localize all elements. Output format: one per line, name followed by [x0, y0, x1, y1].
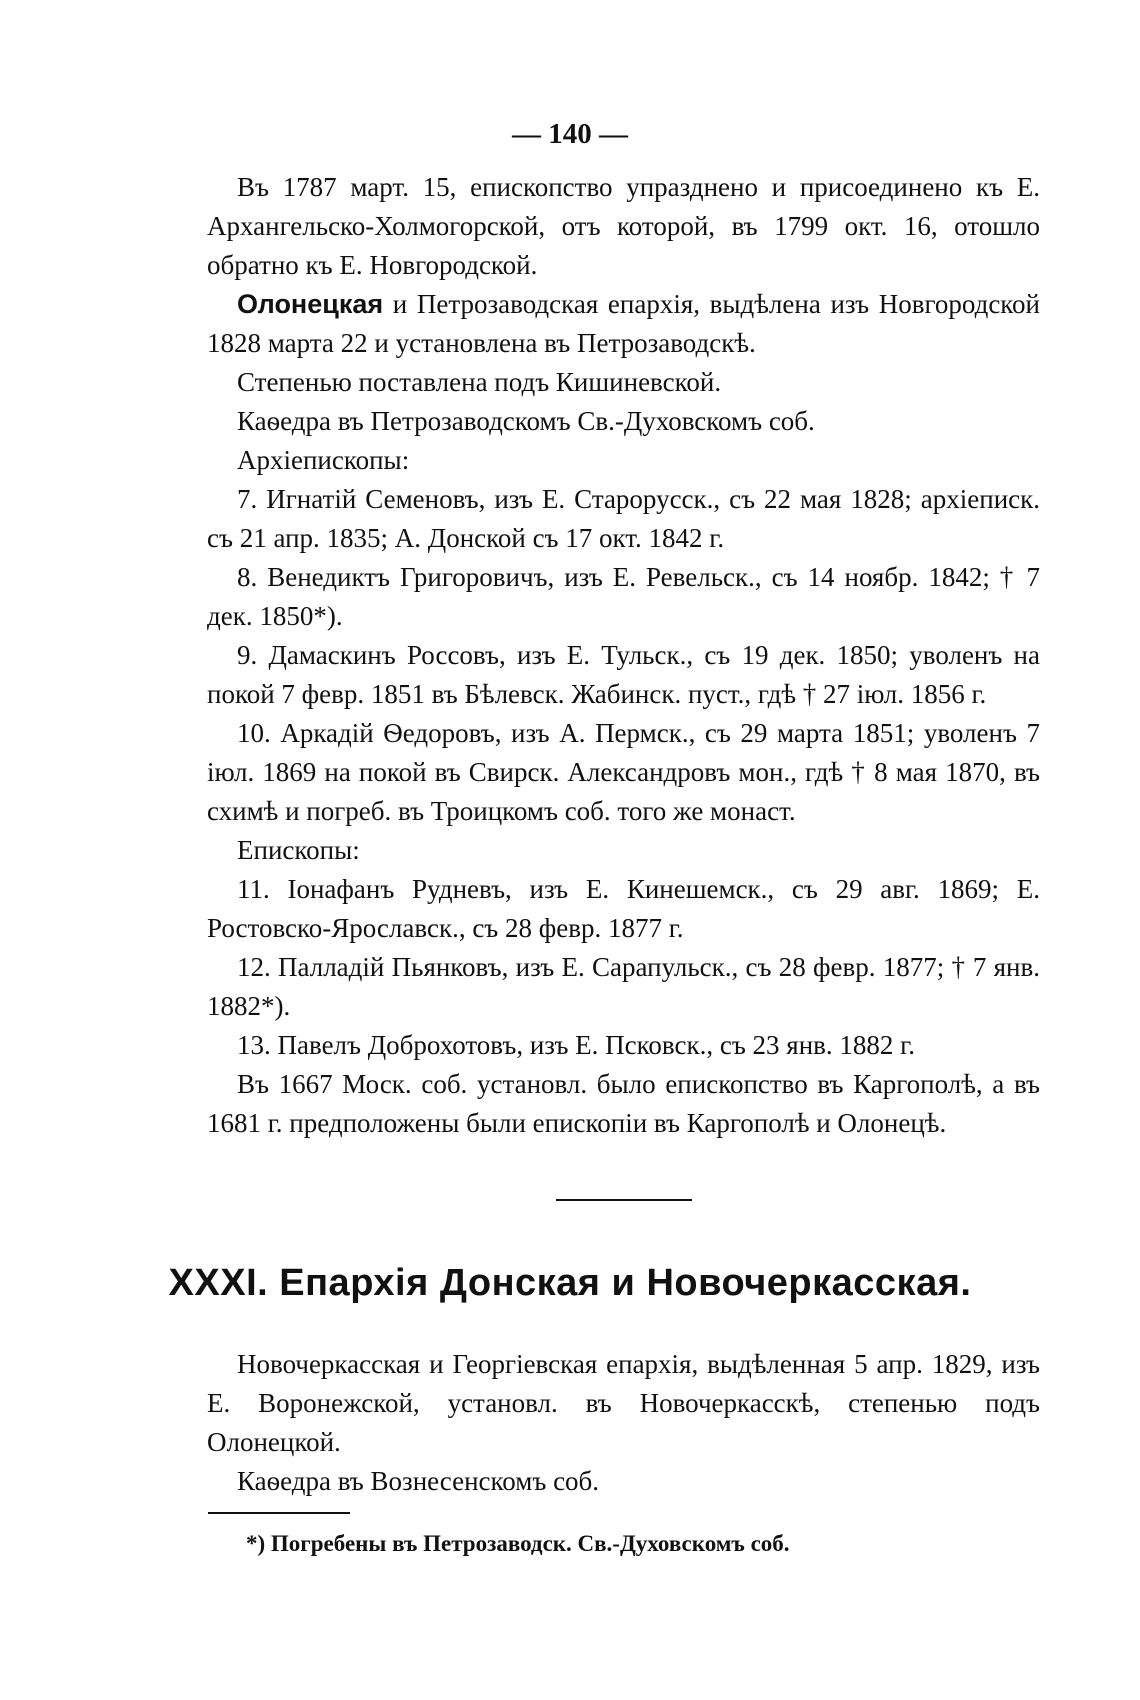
list-item-8: 8. Венедиктъ Григоровичъ, изъ Е. Ревельск., съ 14 ноябр. 1842; † 7 дек. 1850*).	[207, 562, 1040, 631]
list-item-12: 12. Палладій Пьянковъ, изъ Е. Сарапульск., съ 28 февр. 1877; † 7 янв. 1882*).	[207, 952, 1040, 1021]
paragraph-rank: Степенью поставлена подъ Кишиневской.	[237, 367, 722, 397]
paragraph-novocherkassk: Новочеркасская и Георгіевская епархія, выдѣленная 5 апр. 1829, изъ Е. Воронежской, установл. въ Новочеркасскѣ, степенью подъ Олонецкой.	[207, 1349, 1040, 1457]
section-heading: XXXI. Епархія Донская и Новочеркасская.	[168, 1262, 972, 1304]
list-item-11: 11. Іонафанъ Рудневъ, изъ Е. Кинешемск., съ 29 авг. 1869; Е. Ростовско-Ярославск., съ 28 февр. 1877 г.	[207, 874, 1040, 943]
archbishops-label: Архіепископы:	[237, 445, 410, 475]
footnote-rule	[208, 1512, 350, 1514]
list-item-7: 7. Игнатій Семеновъ, изъ Е. Старорусск., съ 22 мая 1828; архіеписк. съ 21 апр. 1835; А. Донской съ 17 окт. 1842 г.	[207, 484, 1040, 553]
paragraph-olonets-founded-text: и Петрозаводская епархія, выдѣлена изъ Новгородской 1828 марта 22 и установлена въ Петрозаводскѣ.	[207, 289, 1040, 358]
list-item-10: 10. Аркадій Ѳедоровъ, изъ А. Пермск., съ 29 марта 1851; уволенъ 7 іюл. 1869 на покой въ Свирск. Александровъ мон., гдѣ † 8 мая 1870, въ схимѣ и погреб. въ Троицкомъ соб. того же монаст.	[207, 718, 1040, 826]
bishops-label: Епископы:	[237, 835, 360, 865]
list-item-13: 13. Павелъ Доброхотовъ, изъ Е. Псковск., съ 23 янв. 1882 г.	[237, 1030, 915, 1060]
section-olonets	[207, 168, 1040, 1143]
paragraph-olonets-founded	[207, 285, 1040, 363]
list-item-9: 9. Дамаскинъ Россовъ, изъ Е. Тульск., съ 19 дек. 1850; уволенъ на покой 7 февр. 1851 въ Бѣлевск. Жабинск. пуст., гдѣ † 27 іюл. 1856 г.	[207, 640, 1040, 709]
paragraph-1787-abolished: Въ 1787 март. 15, епископство упразднено и присоединено къ Е. Архангельско-Холмогорской, отъ которой, въ 1799 окт. 16, отошло обратно къ Е. Новгородской.	[207, 172, 1040, 280]
footnote: *) Погребены въ Петрозаводск. Св.-Духовскомъ соб.	[246, 1531, 790, 1556]
section-divider	[556, 1199, 692, 1201]
paragraph-cathedra: Каѳедра въ Петрозаводскомъ Св.-Духовскомъ соб.	[237, 406, 815, 436]
paragraph-kargopol: Въ 1667 Моск. соб. установл. было епископство въ Каргополѣ, а въ 1681 г. предположены были епископіи въ Каргополѣ и Олонецѣ.	[207, 1069, 1040, 1138]
page-number: — 140 —	[512, 118, 628, 150]
section-don	[207, 1345, 1040, 1501]
term-olonetskaya: Олонецкая	[237, 289, 384, 319]
paragraph-cathedra-don: Каѳедра въ Вознесенскомъ соб.	[237, 1466, 600, 1496]
